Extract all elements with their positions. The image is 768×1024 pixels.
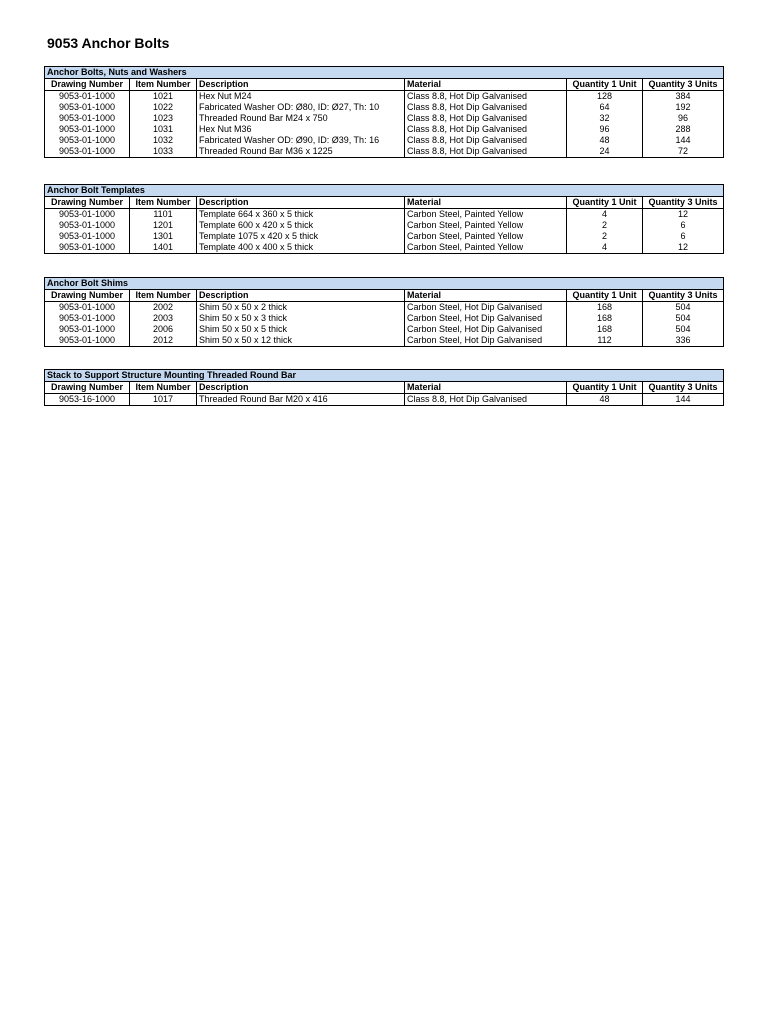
column-header-quantity-1-unit: Quantity 1 Unit (567, 197, 643, 209)
cell-item-number: 2006 (130, 324, 197, 335)
cell-quantity-3-units: 72 (643, 146, 724, 158)
cell-drawing-number: 9053-01-1000 (45, 113, 130, 124)
column-header-drawing-number: Drawing Number (45, 197, 130, 209)
cell-description: Template 400 x 400 x 5 thick (197, 242, 405, 254)
section-table (44, 277, 724, 347)
table-row (45, 302, 724, 314)
cell-material: Class 8.8, Hot Dip Galvanised (405, 146, 567, 158)
cell-item-number: 1031 (130, 124, 197, 135)
cell-material: Class 8.8, Hot Dip Galvanised (405, 91, 567, 103)
cell-item-number: 1032 (130, 135, 197, 146)
cell-drawing-number: 9053-01-1000 (45, 324, 130, 335)
cell-quantity-1-unit: 2 (567, 231, 643, 242)
table-header-row (45, 382, 724, 394)
cell-drawing-number: 9053-01-1000 (45, 231, 130, 242)
section-title: Anchor Bolts, Nuts and Washers (45, 67, 724, 79)
table-row (45, 113, 724, 124)
column-header-item-number: Item Number (130, 382, 197, 394)
table-row (45, 124, 724, 135)
section-title: Anchor Bolt Shims (45, 278, 724, 290)
cell-quantity-1-unit: 168 (567, 313, 643, 324)
table-row (45, 91, 724, 103)
table-row (45, 242, 724, 254)
cell-quantity-3-units: 12 (643, 209, 724, 221)
cell-drawing-number: 9053-01-1000 (45, 209, 130, 221)
cell-quantity-1-unit: 48 (567, 394, 643, 406)
cell-quantity-3-units: 384 (643, 91, 724, 103)
cell-drawing-number: 9053-01-1000 (45, 146, 130, 158)
cell-drawing-number: 9053-01-1000 (45, 302, 130, 314)
cell-quantity-3-units: 144 (643, 135, 724, 146)
cell-item-number: 1023 (130, 113, 197, 124)
cell-material: Carbon Steel, Painted Yellow (405, 242, 567, 254)
column-header-drawing-number: Drawing Number (45, 290, 130, 302)
column-header-material: Material (405, 382, 567, 394)
column-header-item-number: Item Number (130, 197, 197, 209)
section-table (44, 184, 724, 254)
cell-drawing-number: 9053-01-1000 (45, 220, 130, 231)
column-header-description: Description (197, 382, 405, 394)
cell-item-number: 1021 (130, 91, 197, 103)
cell-quantity-1-unit: 168 (567, 324, 643, 335)
column-header-quantity-1-unit: Quantity 1 Unit (567, 382, 643, 394)
table-row (45, 324, 724, 335)
cell-quantity-3-units: 504 (643, 302, 724, 314)
cell-item-number: 1022 (130, 102, 197, 113)
column-header-drawing-number: Drawing Number (45, 79, 130, 91)
column-header-description: Description (197, 197, 405, 209)
cell-quantity-1-unit: 96 (567, 124, 643, 135)
cell-quantity-3-units: 12 (643, 242, 724, 254)
cell-quantity-3-units: 6 (643, 220, 724, 231)
cell-description: Shim 50 x 50 x 5 thick (197, 324, 405, 335)
column-header-material: Material (405, 197, 567, 209)
cell-drawing-number: 9053-01-1000 (45, 135, 130, 146)
cell-item-number: 1401 (130, 242, 197, 254)
table-row (45, 209, 724, 221)
column-header-drawing-number: Drawing Number (45, 382, 130, 394)
cell-quantity-3-units: 336 (643, 335, 724, 347)
cell-material: Class 8.8, Hot Dip Galvanised (405, 113, 567, 124)
page-title: 9053 Anchor Bolts (47, 35, 170, 51)
table-header-row (45, 290, 724, 302)
cell-drawing-number: 9053-01-1000 (45, 102, 130, 113)
table-row (45, 220, 724, 231)
table-row (45, 394, 724, 406)
cell-quantity-3-units: 144 (643, 394, 724, 406)
cell-quantity-3-units: 96 (643, 113, 724, 124)
cell-item-number: 2012 (130, 335, 197, 347)
cell-description: Threaded Round Bar M24 x 750 (197, 113, 405, 124)
column-header-description: Description (197, 79, 405, 91)
cell-quantity-1-unit: 112 (567, 335, 643, 347)
cell-drawing-number: 9053-01-1000 (45, 335, 130, 347)
cell-drawing-number: 9053-01-1000 (45, 313, 130, 324)
column-header-quantity-3-units: Quantity 3 Units (643, 79, 724, 91)
cell-description: Fabricated Washer OD: Ø80, ID: Ø27, Th: 10 (197, 102, 405, 113)
table-row (45, 313, 724, 324)
cell-material: Carbon Steel, Painted Yellow (405, 220, 567, 231)
column-header-quantity-3-units: Quantity 3 Units (643, 382, 724, 394)
column-header-item-number: Item Number (130, 290, 197, 302)
cell-material: Carbon Steel, Hot Dip Galvanised (405, 324, 567, 335)
cell-quantity-1-unit: 128 (567, 91, 643, 103)
column-header-item-number: Item Number (130, 79, 197, 91)
column-header-material: Material (405, 79, 567, 91)
cell-drawing-number: 9053-16-1000 (45, 394, 130, 406)
cell-description: Threaded Round Bar M20 x 416 (197, 394, 405, 406)
cell-description: Shim 50 x 50 x 12 thick (197, 335, 405, 347)
cell-description: Template 664 x 360 x 5 thick (197, 209, 405, 221)
cell-item-number: 2003 (130, 313, 197, 324)
cell-material: Carbon Steel, Painted Yellow (405, 231, 567, 242)
cell-drawing-number: 9053-01-1000 (45, 124, 130, 135)
cell-material: Carbon Steel, Hot Dip Galvanised (405, 313, 567, 324)
column-header-quantity-3-units: Quantity 3 Units (643, 197, 724, 209)
cell-quantity-1-unit: 4 (567, 242, 643, 254)
cell-material: Class 8.8, Hot Dip Galvanised (405, 102, 567, 113)
cell-quantity-1-unit: 168 (567, 302, 643, 314)
cell-description: Template 1075 x 420 x 5 thick (197, 231, 405, 242)
table-row (45, 102, 724, 113)
section-title: Stack to Support Structure Mounting Threaded Round Bar (45, 370, 724, 382)
section-table (44, 66, 724, 158)
cell-quantity-3-units: 192 (643, 102, 724, 113)
column-header-quantity-1-unit: Quantity 1 Unit (567, 290, 643, 302)
table-header-row (45, 79, 724, 91)
section-title: Anchor Bolt Templates (45, 185, 724, 197)
table-row (45, 135, 724, 146)
cell-drawing-number: 9053-01-1000 (45, 242, 130, 254)
column-header-quantity-1-unit: Quantity 1 Unit (567, 79, 643, 91)
cell-description: Hex Nut M24 (197, 91, 405, 103)
cell-item-number: 2002 (130, 302, 197, 314)
column-header-material: Material (405, 290, 567, 302)
section-table (44, 369, 724, 406)
cell-description: Threaded Round Bar M36 x 1225 (197, 146, 405, 158)
table-row (45, 146, 724, 158)
cell-quantity-3-units: 504 (643, 313, 724, 324)
cell-quantity-3-units: 504 (643, 324, 724, 335)
cell-description: Hex Nut M36 (197, 124, 405, 135)
cell-quantity-1-unit: 24 (567, 146, 643, 158)
cell-description: Template 600 x 420 x 5 thick (197, 220, 405, 231)
table-row (45, 335, 724, 347)
cell-item-number: 1201 (130, 220, 197, 231)
cell-drawing-number: 9053-01-1000 (45, 91, 130, 103)
cell-material: Class 8.8, Hot Dip Galvanised (405, 135, 567, 146)
cell-material: Class 8.8, Hot Dip Galvanised (405, 394, 567, 406)
cell-description: Shim 50 x 50 x 2 thick (197, 302, 405, 314)
cell-quantity-3-units: 6 (643, 231, 724, 242)
cell-quantity-3-units: 288 (643, 124, 724, 135)
cell-quantity-1-unit: 64 (567, 102, 643, 113)
cell-description: Shim 50 x 50 x 3 thick (197, 313, 405, 324)
cell-quantity-1-unit: 4 (567, 209, 643, 221)
cell-quantity-1-unit: 32 (567, 113, 643, 124)
cell-material: Carbon Steel, Painted Yellow (405, 209, 567, 221)
cell-item-number: 1301 (130, 231, 197, 242)
column-header-description: Description (197, 290, 405, 302)
cell-item-number: 1101 (130, 209, 197, 221)
cell-material: Carbon Steel, Hot Dip Galvanised (405, 335, 567, 347)
cell-item-number: 1017 (130, 394, 197, 406)
cell-material: Carbon Steel, Hot Dip Galvanised (405, 302, 567, 314)
cell-quantity-1-unit: 48 (567, 135, 643, 146)
cell-material: Class 8.8, Hot Dip Galvanised (405, 124, 567, 135)
table-header-row (45, 197, 724, 209)
cell-item-number: 1033 (130, 146, 197, 158)
cell-quantity-1-unit: 2 (567, 220, 643, 231)
table-row (45, 231, 724, 242)
column-header-quantity-3-units: Quantity 3 Units (643, 290, 724, 302)
cell-description: Fabricated Washer OD: Ø90, ID: Ø39, Th: 16 (197, 135, 405, 146)
